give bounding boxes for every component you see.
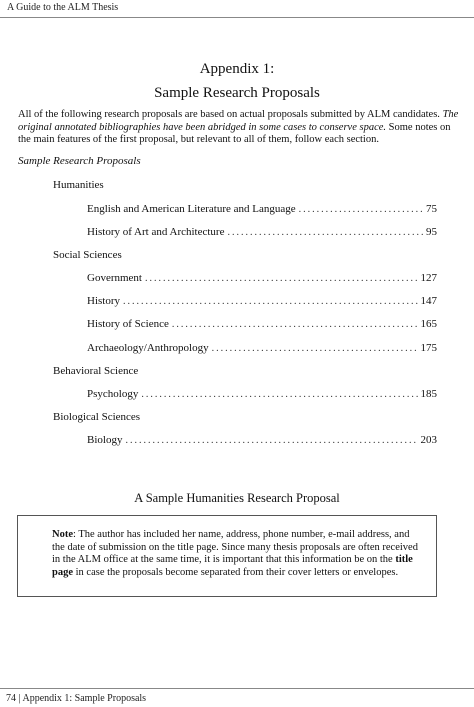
toc-entry-label: Biology xyxy=(87,434,123,446)
footer-divider xyxy=(0,688,474,689)
toc-entry-government[interactable] xyxy=(87,272,437,286)
toc-leader-dots xyxy=(141,389,417,400)
toc-entry-label: History xyxy=(87,295,120,307)
appendix-heading: Appendix 1: xyxy=(199,61,275,77)
intro-text-italic: The original annotated bibliographies have been abridged in some cases to conserve space. xyxy=(18,109,459,133)
toc-entry-label: History of Science xyxy=(87,318,169,330)
footer-page-number: 74 xyxy=(6,693,16,704)
toc-leader-dots xyxy=(123,296,418,307)
toc-entry-english-literature[interactable] xyxy=(87,203,437,217)
toc-entry-label: History of Art and Architecture xyxy=(87,226,225,238)
toc-category-biological-sciences: Biological Sciences xyxy=(53,411,141,423)
toc-leader-dots xyxy=(145,273,418,284)
header-divider xyxy=(0,17,474,18)
intro-paragraph xyxy=(18,109,460,147)
note-box xyxy=(17,515,437,597)
toc-leader-dots xyxy=(299,204,423,215)
footer xyxy=(6,693,146,704)
note-text-end: in case the proposals become separated from their cover letters or envelopes. xyxy=(73,566,399,578)
appendix-title: Sample Research Proposals xyxy=(154,85,320,101)
toc-entry-label: Psychology xyxy=(87,388,139,400)
toc-entry-page: 95 xyxy=(426,226,437,238)
toc-leader-dots xyxy=(227,227,423,238)
toc-entry-archaeology[interactable] xyxy=(87,342,437,356)
note-label: Note xyxy=(52,529,73,540)
footer-separator: | xyxy=(18,693,21,704)
toc-entry-label: English and American Literature and Language xyxy=(87,203,296,215)
toc-entry-page: 185 xyxy=(420,388,437,400)
running-header: A Guide to the ALM Thesis xyxy=(7,2,119,13)
toc-entry-page: 203 xyxy=(420,434,437,446)
toc-heading: Sample Research Proposals xyxy=(18,155,141,167)
toc-leader-dots xyxy=(125,435,417,446)
toc-entry-history[interactable] xyxy=(87,295,437,309)
toc-entry-psychology[interactable] xyxy=(87,388,437,402)
toc-entry-page: 127 xyxy=(420,272,437,284)
toc-leader-dots xyxy=(172,319,418,330)
intro-text-1: All of the following research proposals are based on actual proposals submitted by ALM candidates. xyxy=(18,109,440,120)
toc-category-behavioral-science: Behavioral Science xyxy=(53,365,139,377)
toc-entry-label: Archaeology/Anthropology xyxy=(87,342,209,354)
intro-text-3: Some notes on the main features of the first proposal, but relevant to all of them, follow each section. xyxy=(18,121,451,145)
note-text: : The author has included her name, address, phone number, e-mail address, and the date of submission on the title page. Since many thesis proposals are often received in the ALM office at the same time, it is important that this information be on the xyxy=(52,529,418,565)
toc-leader-dots xyxy=(212,343,418,354)
toc-entry-art-architecture[interactable] xyxy=(87,226,437,240)
toc-category-social-sciences: Social Sciences xyxy=(53,249,122,261)
toc-category-humanities: Humanities xyxy=(53,179,104,191)
toc-entry-biology[interactable] xyxy=(87,434,437,448)
toc-entry-page: 175 xyxy=(420,342,437,354)
toc-entry-page: 165 xyxy=(420,318,437,330)
sample-proposal-heading: A Sample Humanities Research Proposal xyxy=(134,491,340,505)
footer-section: Appendix 1: Sample Proposals xyxy=(22,693,147,704)
toc-entry-page: 147 xyxy=(420,295,437,307)
note-emphasis: title page xyxy=(52,554,413,578)
toc-entry-label: Government xyxy=(87,272,142,284)
toc-entry-page: 75 xyxy=(426,203,437,215)
toc-entry-history-of-science[interactable] xyxy=(87,318,437,332)
